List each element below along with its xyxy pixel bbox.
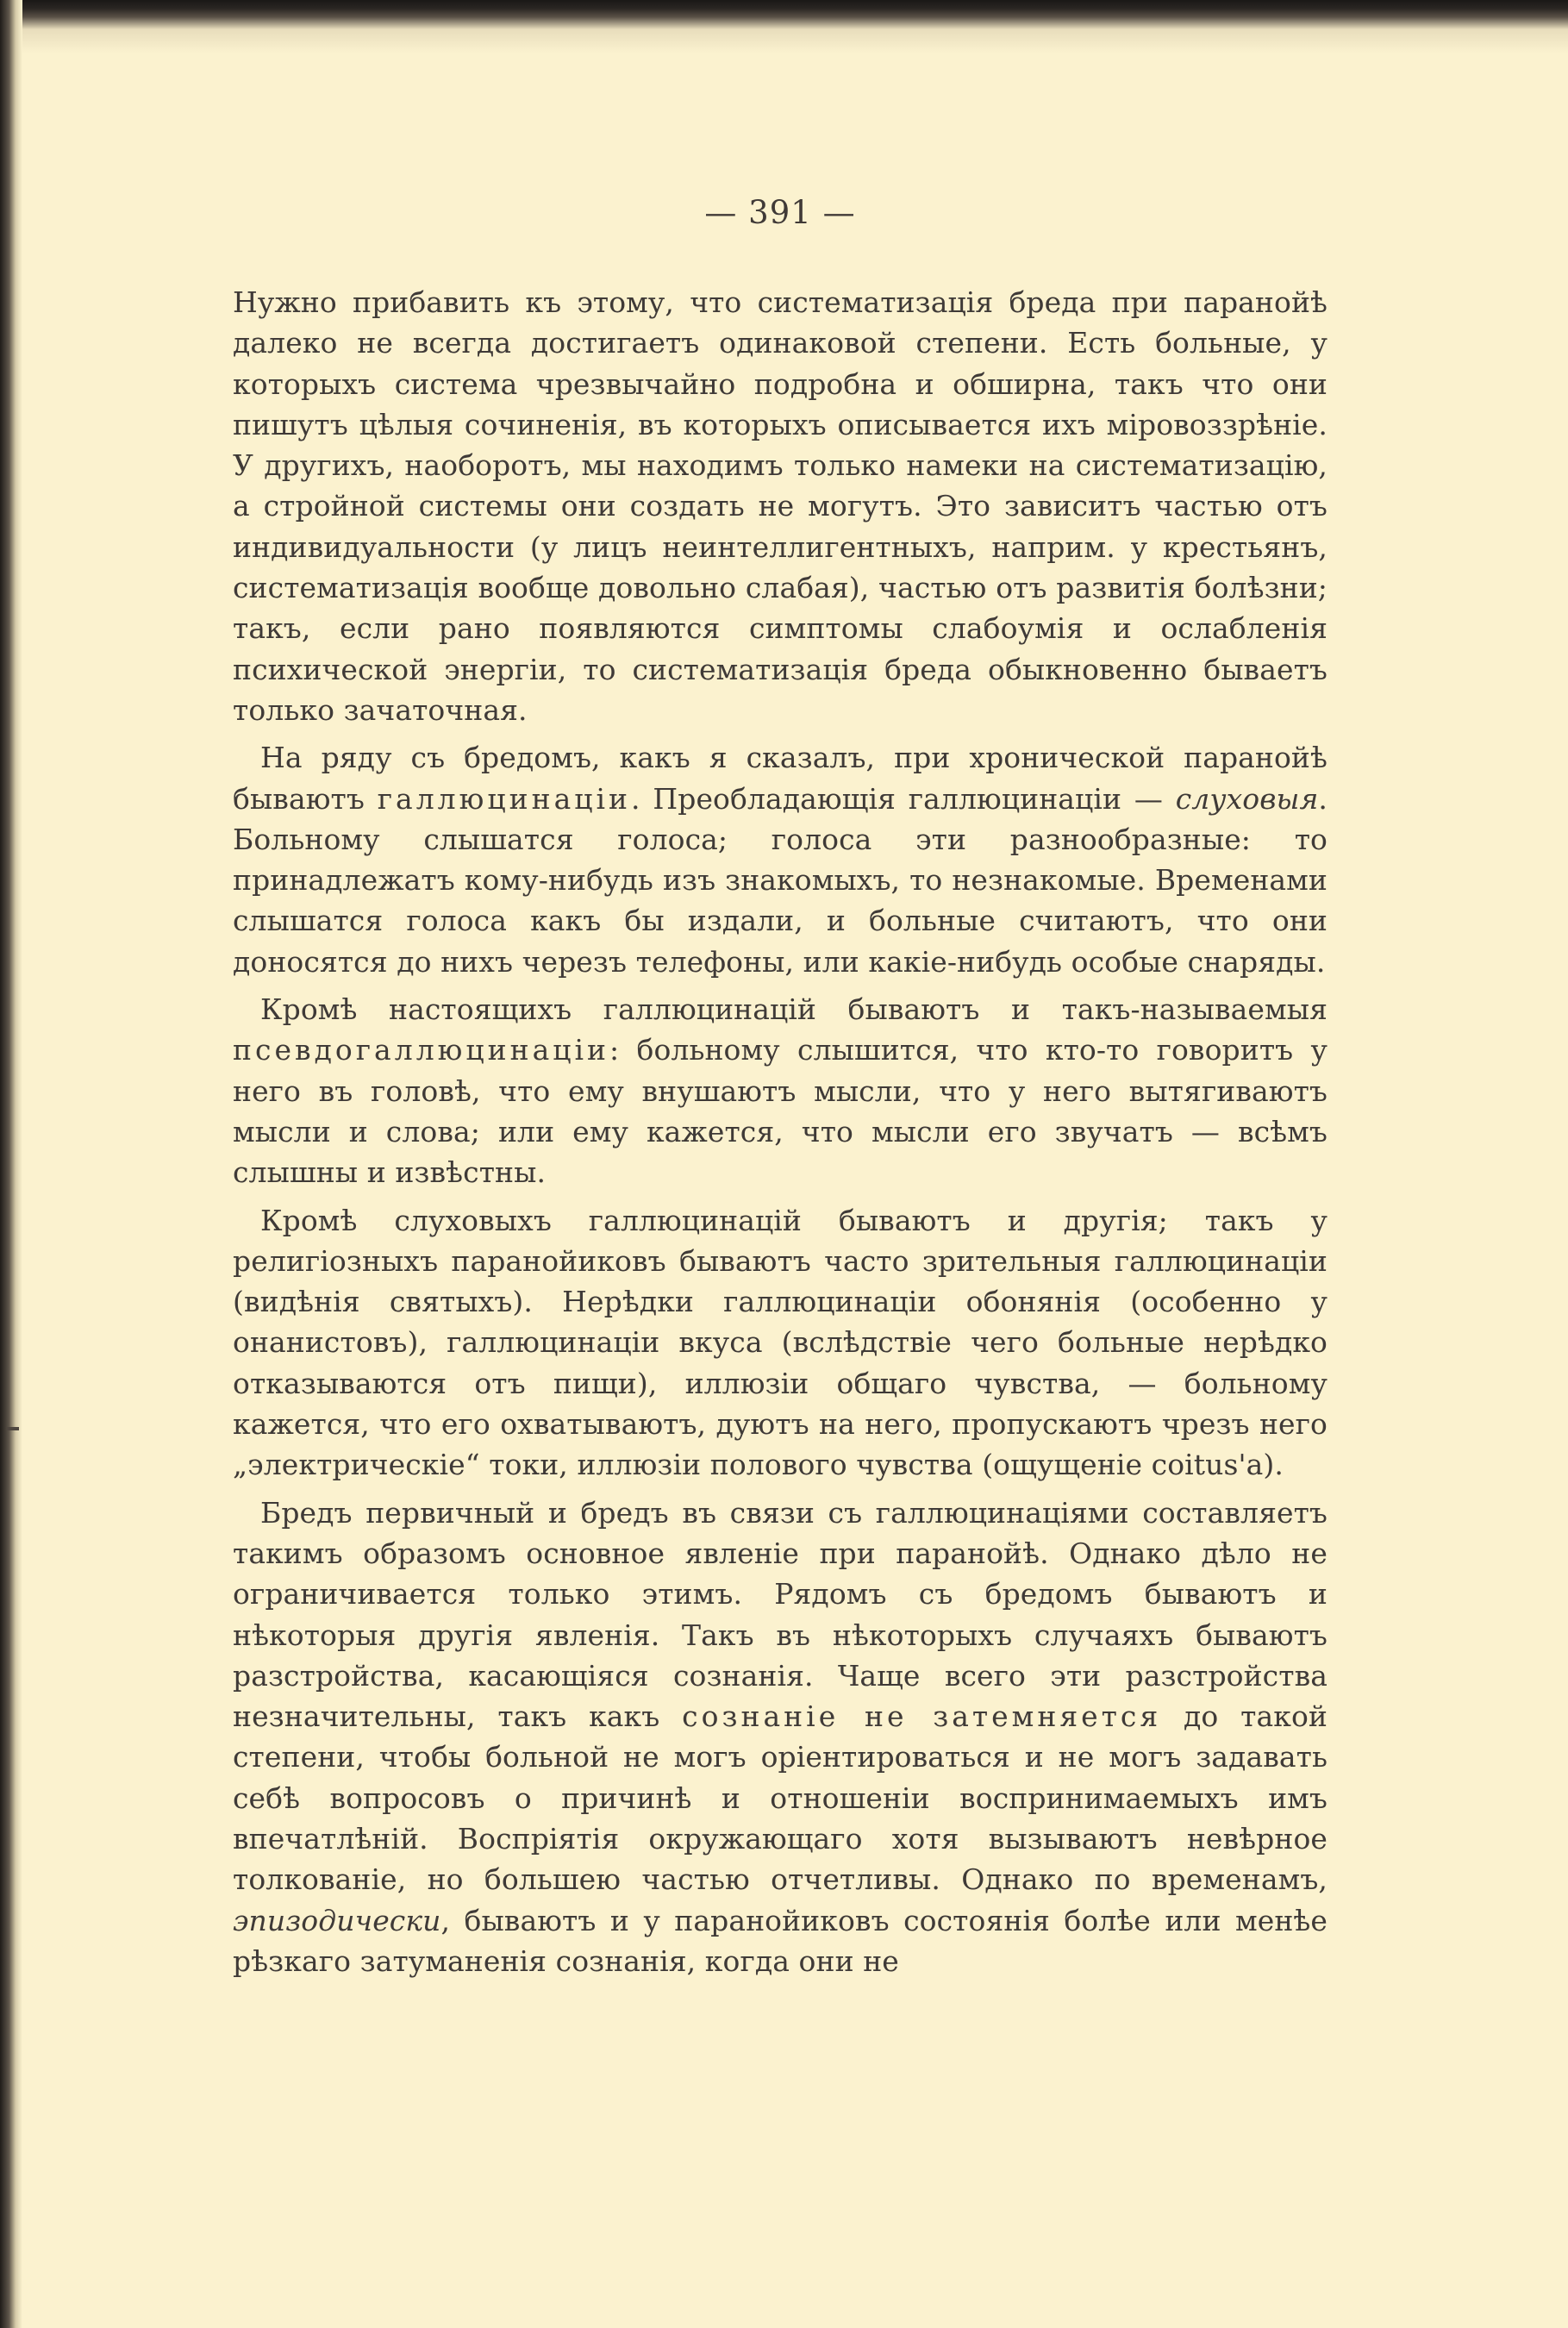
paragraph-text: . Больному слышатся голоса; голоса эти разнообразные: то принадлежатъ кому-нибудь изъ знакомыхъ, то незнакомые. Временами слышатся голоса какъ бы издали, и больные считаютъ, что они доносятся до нихъ черезъ телефоны, или какіе-нибудь особые снаряды. xyxy=(233,781,1327,979)
paragraph-text: . Преобладающія галлюцинаціи — xyxy=(631,781,1176,816)
paragraph-primary-delusion xyxy=(233,1493,1327,1982)
paragraph-text: Нужно прибавить къ этому, что систематизація бреда при паранойѣ далеко не всегда достигаетъ одинаковой степени. Есть больные, у которыхъ система чрезвычайно подробна и обширна, такъ что они пишутъ цѣлыя сочиненія, въ которыхъ описывается ихъ міровоззрѣніе. У другихъ, наоборотъ, мы находимъ только намеки на систематизацію, а стройной системы они создать не могутъ. Это зависитъ частью отъ индивидуальности (у лицъ неинтеллигентныхъ, наприм. у крестьянъ, систематизація вообще довольно слабая), частью отъ развитія болѣзни; такъ, если рано появляются симптомы слабоумія и ослабленія психической энергіи, то систематизація бреда обыкновенно бываетъ только зачаточная. xyxy=(233,285,1327,727)
paragraph-text: до такой степени, чтобы больной не могъ оріентироваться и не могъ задавать себѣ вопросовъ о причинѣ и отношеніи воспринимаемыхъ имъ впечатлѣній. Воспріятія окружающаго хотя вызываютъ невѣрное толкованіе, но большею частью отчетливы. Однако по временамъ, xyxy=(233,1699,1327,1897)
scan-left-border xyxy=(0,0,22,2328)
paragraph-systematization xyxy=(233,282,1327,730)
paragraph-text: На ряду съ бредомъ, какъ я сказалъ, при хронической паранойѣ бываютъ xyxy=(233,741,1327,816)
paragraph-hallucinations xyxy=(233,737,1327,982)
spaced-term-consciousness: сознаніе не затемняется xyxy=(682,1699,1162,1734)
paragraph-other-hallucinations xyxy=(233,1200,1327,1486)
spaced-term-pseudohallucinations: псевдогаллюцинаціи xyxy=(233,1033,610,1067)
paragraph-text: Кромѣ настоящихъ галлюцинацій бываютъ и такъ-называемыя xyxy=(260,992,1327,1027)
paragraph-text: : больному слышится, что кто-то говоритъ у него въ головѣ, что ему внушаютъ мысли, что у него вытягиваютъ мысли и слова; или ему кажется, что мысли его звучатъ — всѣмъ слышны и извѣстны. xyxy=(233,1033,1327,1190)
document-page xyxy=(233,194,1327,2093)
spaced-term-hallucinations: галлюцинаціи xyxy=(377,781,632,816)
paragraph-text: Бредъ первичный и бредъ въ связи съ галлюцинаціями составляетъ такимъ образомъ основное явленіе при паранойѣ. Однако дѣло не ограничивается только этимъ. Рядомъ съ бредомъ бываютъ и нѣкоторыя другія явленія. Такъ въ нѣкоторыхъ случаяхъ бываютъ разстройства, касающіяся сознанія. Чаще всего эти разстройства незначительны, такъ какъ xyxy=(233,1495,1327,1734)
paragraph-text: , бываютъ и у паранойиковъ состоянія болѣе или менѣе рѣзкаго затуманенія сознанія, когда они не xyxy=(233,1903,1327,1978)
scan-edge-mark xyxy=(7,1427,19,1430)
italic-term-auditory: слуховыя xyxy=(1175,781,1319,816)
italic-term-episodically: эпизодически xyxy=(233,1903,441,1937)
page-number: — 391 — xyxy=(704,194,856,231)
scan-top-border xyxy=(0,0,1568,53)
paragraph-pseudohallucinations xyxy=(233,989,1327,1192)
paragraph-text: Кромѣ слуховыхъ галлюцинацій бываютъ и другія; такъ у религіозныхъ паранойиковъ бываютъ часто зрительныя галлюцинаціи (видѣнія святыхъ). Нерѣдки галлюцинаціи обонянія (особенно у онанистовъ), галлюцинаціи вкуса (вслѣдствіе чего больные нерѣдко отказываются отъ пищи), иллюзіи общаго чувства, — больному кажется, что его охватываютъ, дуютъ на него, пропускаютъ чрезъ него „электрическіе“ токи, иллюзіи полового чувства (ощущеніе coitus'а). xyxy=(233,1203,1327,1482)
